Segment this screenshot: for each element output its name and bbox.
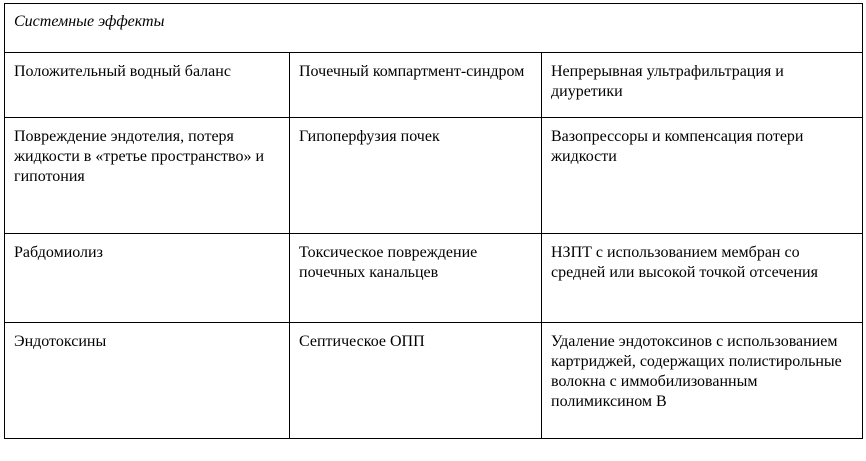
treatment-cell: Удаление эндотоксинов с использованием картриджей, содержащих полистирольные волокна с иммобилизованным полимиксином B [542, 323, 863, 439]
cause-cell: Рабдомиолиз [5, 234, 290, 323]
treatment-cell: Вазопрессоры и компенсация потери жидкости [542, 118, 863, 234]
effect-cell: Гипоперфузия почек [290, 118, 542, 234]
cause-cell: Эндотоксины [5, 323, 290, 439]
effect-cell: Почечный компартмент-синдром [290, 53, 542, 118]
effect-cell: Септическое ОПП [290, 323, 542, 439]
treatment-cell: НЗПТ с использованием мембран со средней или высокой точкой отсечения [542, 234, 863, 323]
table-row [5, 53, 863, 118]
table-header-cell: Системные эффекты [5, 4, 863, 53]
treatment-cell: Непрерывная ультрафильтрация и диуретики [542, 53, 863, 118]
table-row [5, 118, 863, 234]
cause-cell: Положительный водный баланс [5, 53, 290, 118]
table-row [5, 234, 863, 323]
table-row [5, 323, 863, 439]
systemic-effects-table [4, 3, 863, 439]
effect-cell: Токсическое повреждение почечных канальцев [290, 234, 542, 323]
table-header-row [5, 4, 863, 53]
cause-cell: Повреждение эндотелия, потеря жидкости в «третье пространство» и гипотония [5, 118, 290, 234]
